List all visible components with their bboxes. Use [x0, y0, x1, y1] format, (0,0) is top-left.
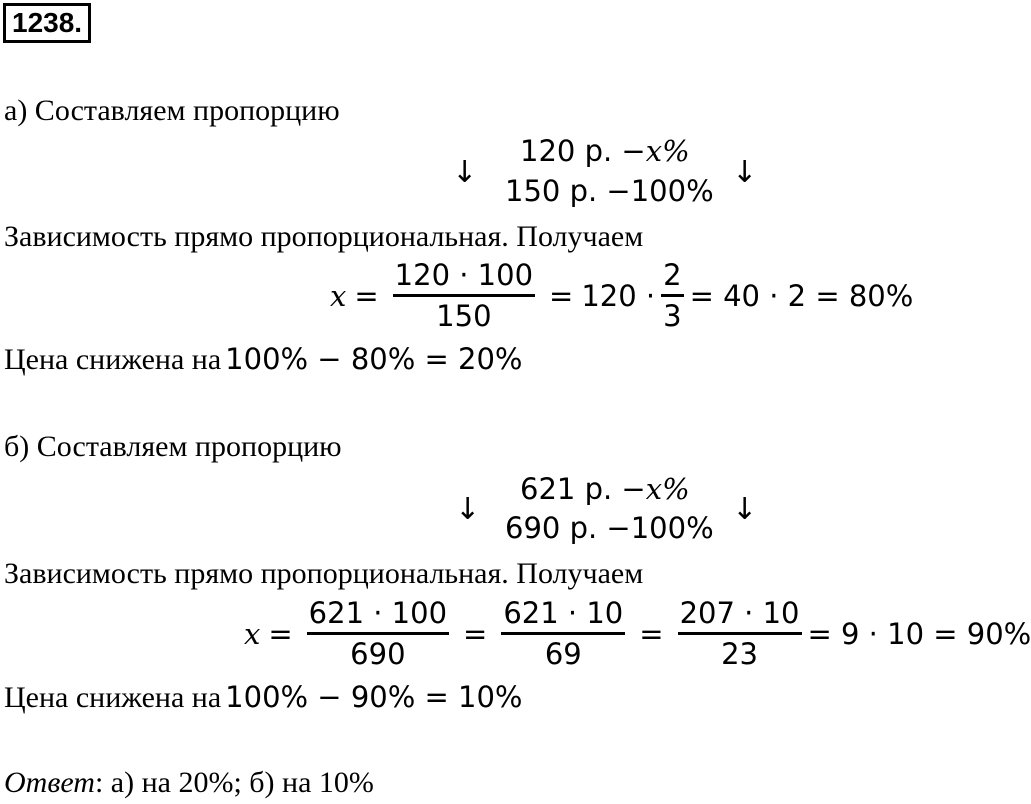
fraction: $\frac{2}{3}$ — [663, 258, 682, 333]
answer-label: Ответ — [4, 766, 95, 799]
variable-x: x — [330, 278, 347, 313]
proportion-line-2: 150 р. −100% — [505, 174, 714, 208]
part-a-heading: а) Составляем пропорцию — [4, 94, 340, 127]
fraction: $\frac{621 \cdot 10}{69}$ — [503, 596, 624, 671]
part-b-dependency: Зависимость прямо пропорциональная. Получаем — [4, 557, 644, 590]
part-a-equation: x = $\frac{120 \cdot 100}{150}$ = 120 · $\frac{2}{3}$ = 40 · 2 = 80% — [330, 258, 914, 333]
part-b-equation: x = $\frac{621 \cdot 100}{690}$ = $\frac{621 \cdot 10}{69}$ = $\frac{207 \cdot 10}{23}$ = 9 · 10 = 90% — [244, 596, 1031, 671]
problem-number: 1238. — [3, 3, 91, 43]
arrow-down-icon: ↓ — [732, 155, 758, 190]
part-a-result: Цена снижена на 100% − 80% = 20% — [4, 342, 523, 376]
proportion-line-1: 621 р. −x% — [520, 472, 690, 506]
variable-x: x — [244, 616, 261, 651]
part-b-heading: б) Составляем пропорцию — [4, 430, 342, 463]
answer-line — [4, 766, 374, 800]
part-a-dependency: Зависимость прямо пропорциональная. Получаем — [4, 220, 644, 253]
fraction: $\frac{120 \cdot 100}{150}$ — [394, 258, 534, 333]
proportion-line-2: 690 р. −100% — [505, 511, 714, 545]
fraction: $\frac{621 \cdot 100}{690}$ — [308, 596, 448, 671]
arrow-down-icon: ↓ — [732, 492, 758, 527]
answer-text: : а) на 20%; б) на 10% — [94, 766, 374, 799]
arrow-down-icon: ↓ — [455, 492, 481, 527]
fraction: $\frac{207 \cdot 10}{23}$ — [679, 596, 800, 671]
proportion-line-1: 120 р. −x% — [520, 134, 690, 168]
part-b-result: Цена снижена на 100% − 90% = 10% — [4, 680, 523, 714]
arrow-down-icon: ↓ — [452, 155, 478, 190]
